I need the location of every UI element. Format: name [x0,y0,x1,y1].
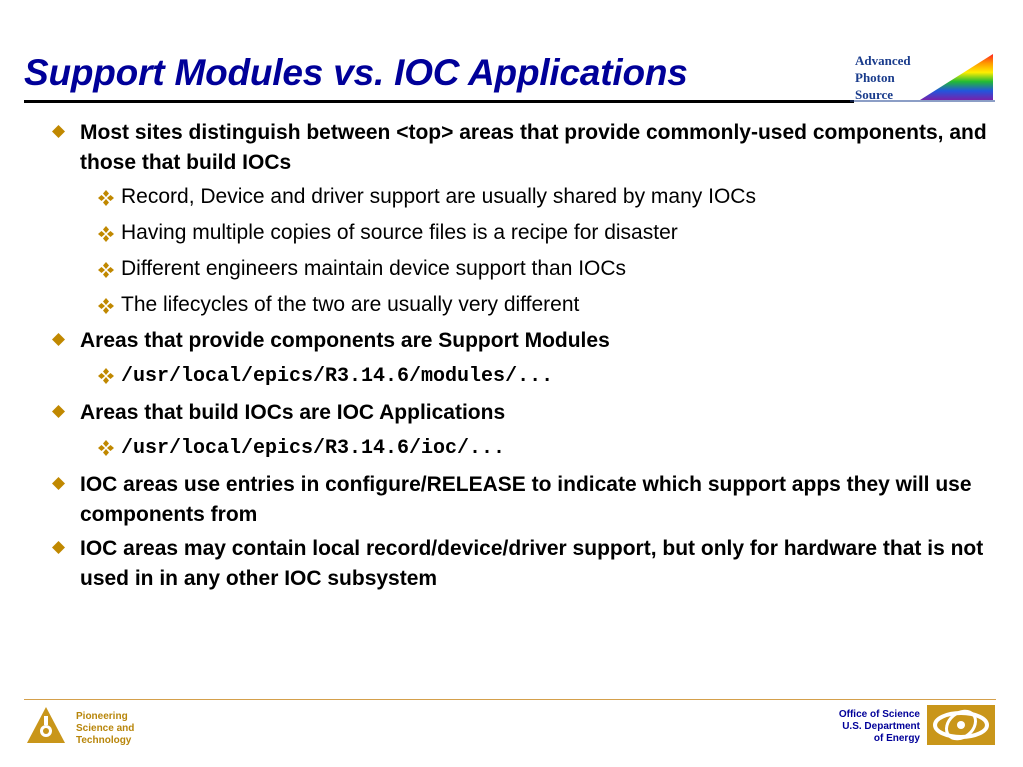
sub-bullet-item [98,432,998,464]
sub-bullet-text: Record, Device and driver support are usually shared by many IOCs [121,185,756,208]
sub-bullet-item [98,218,998,248]
doe-office-of-science-logo [927,705,995,745]
diamond-bullet-icon [52,541,65,554]
footer-left-line: Pioneering [76,711,128,722]
bullet-text: IOC areas may contain local record/device/driver support, but only for hardware that is not used in in any other IOC subsystem [80,537,984,590]
diamond-cluster-bullet-icon [98,440,114,456]
sub-bullet-item [98,360,998,392]
code-path-text: /usr/local/epics/R3.14.6/ioc/... [121,437,506,460]
footer-right-line: Office of Science [838,709,920,720]
logo-line: Photon [855,70,895,85]
bullet-item [48,398,998,428]
footer-divider [24,699,996,700]
aps-logo [850,50,995,102]
slide-body [48,118,998,598]
sub-bullet-text: The lifecycles of the two are usually very different [121,293,580,316]
footer-right-line: of Energy [873,733,920,744]
footer-left-line: Technology [76,735,132,746]
bullet-text: IOC areas use entries in configure/RELEASE to indicate which support apps they will use components from [80,473,972,526]
bullet-item [48,534,998,594]
diamond-bullet-icon [52,125,65,138]
diamond-cluster-bullet-icon [98,226,114,242]
title-divider [24,100,854,103]
diamond-cluster-bullet-icon [98,190,114,206]
logo-line: Advanced [855,53,911,68]
code-path-text: /usr/local/epics/R3.14.6/modules/... [121,365,554,388]
logo-line: Source [855,87,894,102]
footer-right-text [839,709,920,745]
footer-left-line: Science and [76,723,135,734]
argonne-triangle-logo [26,706,66,744]
diamond-cluster-bullet-icon [98,298,114,314]
diamond-bullet-icon [52,477,65,490]
diamond-cluster-bullet-icon [98,368,114,384]
bullet-item [48,326,998,356]
footer-left-text [76,711,134,747]
slide-title: Support Modules vs. IOC Applications [24,52,688,93]
bullet-item [48,118,998,178]
sub-bullet-text: Different engineers maintain device support than IOCs [121,257,627,280]
bullet-item [48,470,998,530]
diamond-bullet-icon [52,333,65,346]
sub-bullet-text: Having multiple copies of source files is a recipe for disaster [121,221,678,244]
sub-bullet-item [98,290,998,320]
bullet-text: Areas that provide components are Support Modules [80,329,610,352]
diamond-cluster-bullet-icon [98,262,114,278]
sub-bullet-item [98,182,998,212]
bullet-text: Most sites distinguish between <top> areas that provide commonly-used components, and those that build IOCs [80,121,987,174]
diamond-bullet-icon [52,405,65,418]
footer-right-line: U.S. Department [842,721,920,732]
bullet-text: Areas that build IOCs are IOC Applications [80,401,506,424]
sub-bullet-item [98,254,998,284]
